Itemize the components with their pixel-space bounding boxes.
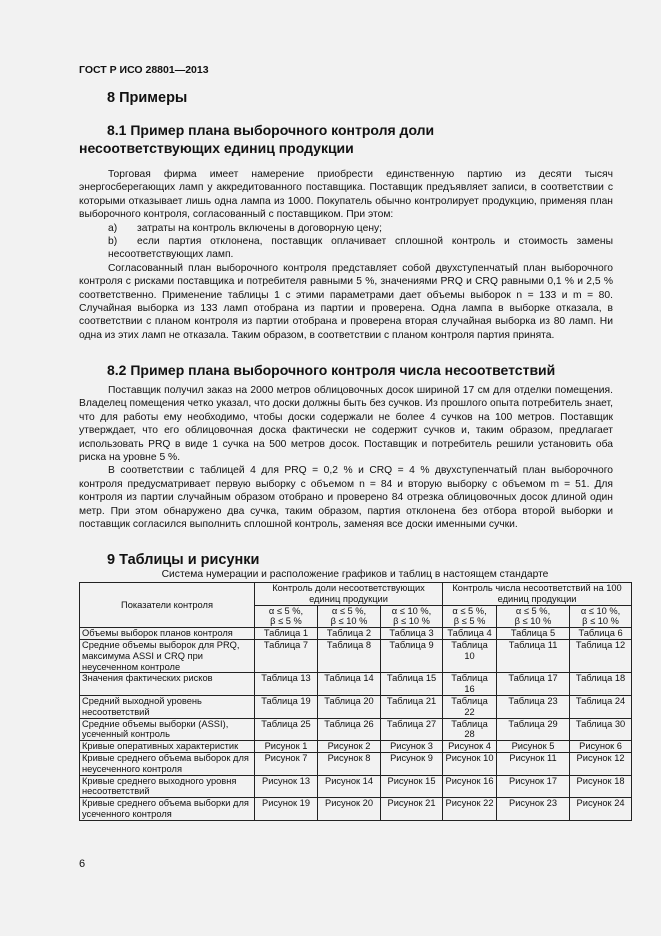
alpha-risk: α ≤ 5 %, xyxy=(515,605,551,616)
row-label: Средние объемы выборок для PRQ, максимума ASSI и CRQ при неусеченном контроле xyxy=(80,639,255,672)
table-cell: Рисунок 10 xyxy=(443,752,497,775)
beta-risk: β ≤ 10 % xyxy=(582,616,619,627)
table-cell: Рисунок 12 xyxy=(570,752,632,775)
section-8-title: 8 Примеры xyxy=(107,90,188,106)
running-header: ГОСТ Р ИСО 28801—2013 xyxy=(79,64,209,76)
risk-header-cell xyxy=(497,605,570,628)
table-cell: Таблица 27 xyxy=(381,718,443,741)
table-cell: Таблица 4 xyxy=(443,628,497,640)
table-cell: Таблица 13 xyxy=(255,673,318,696)
alpha-risk: α ≤ 5 %, xyxy=(331,605,367,616)
table-cell: Таблица 22 xyxy=(443,695,497,718)
list-item-a xyxy=(79,222,613,235)
table-cell: Таблица 6 xyxy=(570,628,632,640)
table-cell: Рисунок 21 xyxy=(381,798,443,821)
table-cell: Рисунок 9 xyxy=(381,752,443,775)
table-cell: Рисунок 3 xyxy=(381,741,443,753)
alpha-risk: α ≤ 5 %, xyxy=(452,605,487,616)
table-cell: Таблица 26 xyxy=(318,718,381,741)
paragraph: В соответствии с таблицей 4 для PRQ = 0,2 % и CRQ = 4 % двухступенчатый план выборочного контроля предусматривает первую выборку с объемом n = 84 и вторую выборку с объемом m = 51. Для контроля из партии случайным образом отобрано и проверено 84 отрезка облицовочных досок длиной один метр. При этом обнаружено два сучка, таким образом, партия отклонена без отбора второй выборки и поставщик согласился выполнить сплошной контроль, заменяя все доски именными сучки. xyxy=(79,465,613,531)
table-row xyxy=(80,798,632,821)
table-cell: Таблица 29 xyxy=(497,718,570,741)
table-cell: Рисунок 15 xyxy=(381,775,443,798)
page-number: 6 xyxy=(79,858,86,870)
table-row xyxy=(80,741,632,753)
list-text: если партия отклонена, поставщик оплачивает сплошной контроль и стоимость замены несоответствующих ламп. xyxy=(108,236,613,261)
table-cell: Таблица 7 xyxy=(255,639,318,672)
table-cell: Рисунок 11 xyxy=(497,752,570,775)
subsection-8-2-title xyxy=(79,361,619,379)
table-cell: Рисунок 23 xyxy=(497,798,570,821)
table-cell: Таблица 9 xyxy=(381,639,443,672)
table-cell: Рисунок 2 xyxy=(318,741,381,753)
list-marker: a) xyxy=(108,222,118,234)
table-row xyxy=(80,695,632,718)
beta-risk: β ≤ 10 % xyxy=(514,616,552,627)
risk-header-cell xyxy=(255,605,318,628)
table-caption: Система нумерации и расположение графиков и таблиц в настоящем стандарте xyxy=(161,569,549,580)
table-cell: Рисунок 16 xyxy=(443,775,497,798)
table-cell: Таблица 20 xyxy=(318,695,381,718)
table-cell: Таблица 30 xyxy=(570,718,632,741)
row-label: Кривые среднего объема выборки для усеченного контроля xyxy=(80,798,255,821)
table-cell: Рисунок 17 xyxy=(497,775,570,798)
row-label: Средний выходной уровень несоответствий xyxy=(80,695,255,718)
alpha-risk: α ≤ 10 %, xyxy=(580,605,621,616)
beta-risk: β ≤ 10 % xyxy=(330,616,368,627)
table-cell: Таблица 14 xyxy=(318,673,381,696)
table-cell: Таблица 19 xyxy=(255,695,318,718)
table-cell: Таблица 1 xyxy=(255,628,318,640)
table-cell: Рисунок 8 xyxy=(318,752,381,775)
list-item-b xyxy=(79,235,613,262)
table-cell: Рисунок 20 xyxy=(318,798,381,821)
table-cell: Рисунок 19 xyxy=(255,798,318,821)
table-cell: Таблица 16 xyxy=(443,673,497,696)
table-cell: Таблица 15 xyxy=(381,673,443,696)
subsection-8-1-title-line1: 8.1 Пример плана выборочного контроля доли xyxy=(107,122,435,138)
table-cell: Рисунок 6 xyxy=(570,741,632,753)
risk-header-cell xyxy=(443,605,497,628)
section-9-title: 9 Таблицы и рисунки xyxy=(107,552,260,568)
table-cell: Таблица 21 xyxy=(381,695,443,718)
risk-header-cell xyxy=(381,605,443,628)
alpha-risk: α ≤ 5 %, xyxy=(268,605,304,616)
table-cell: Таблица 17 xyxy=(497,673,570,696)
header-group-nonconforming-units: Контроль доли несоответствующих единиц продукции xyxy=(255,583,443,606)
table-cell: Рисунок 7 xyxy=(255,752,318,775)
paragraph: Согласованный план выборочного контроля представляет собой двухступенчатый план выборочного контроля с рисками поставщика и потребителя равными 5 %, значениями PRQ и CRQ равными 0,1 % и 2,5 % соответственно. Применение таблицы 1 с этими параметрами дает объемы выборок n = 133 и m = 80. Случайная выборка из 133 ламп отобрана из партии и проверена. Одна лампа в выборке отказала, в соответствии с планом контроля из партии отобрана и проверена вторая случайная выборка из 80 ламп. Ни одна из этих ламп не отказала. Таким образом, в соответствии с планом контроля партия принята. xyxy=(79,262,613,341)
table-row xyxy=(80,718,632,741)
header-indicators: Показатели контроля xyxy=(80,583,255,628)
beta-risk: β ≤ 5 % xyxy=(270,616,302,627)
alpha-risk: α ≤ 10 %, xyxy=(391,605,432,616)
table-cell: Рисунок 1 xyxy=(255,741,318,753)
header-group-nonconformities: Контроль числа несоответствий на 100 единиц продукции xyxy=(443,583,632,606)
table-row xyxy=(80,752,632,775)
table-cell: Таблица 5 xyxy=(497,628,570,640)
beta-risk: β ≤ 5 % xyxy=(453,616,486,627)
table-cell: Таблица 25 xyxy=(255,718,318,741)
table-row xyxy=(80,628,632,640)
table-cell: Таблица 3 xyxy=(381,628,443,640)
subsection-8-1-title xyxy=(79,121,619,157)
risk-header-cell xyxy=(318,605,381,628)
beta-risk: β ≤ 10 % xyxy=(393,616,430,627)
table-row xyxy=(80,673,632,696)
paragraph: Поставщик получил заказ на 2000 метров облицовочных досок шириной 17 см для отделки помещения. Владелец помещения четко указал, что доски должны быть без сучков. Из прошлого опыта потребитель знает, что для работы ему необходимо, чтобы доски содержали не более 4 сучков на 100 метров. Поставщик утверждает, что его облицовочная доска фактически не содержит сучков и, таким образом, предлагает использовать PRQ в виде 1 сучка на 500 метров досок. Поставщик и потребитель решили установить оба риска на уровне 5 %. xyxy=(79,385,613,464)
row-label: Кривые среднего объема выборок для неусеченного контроля xyxy=(80,752,255,775)
row-label: Объемы выборок планов контроля xyxy=(80,628,255,640)
risk-header-cell xyxy=(570,605,632,628)
list-text: затраты на контроль включены в договорную цену; xyxy=(137,222,383,234)
table-cell: Рисунок 14 xyxy=(318,775,381,798)
table-cell: Таблица 11 xyxy=(497,639,570,672)
numbering-table xyxy=(79,582,632,821)
table-cell: Рисунок 13 xyxy=(255,775,318,798)
row-label: Кривые оперативных характеристик xyxy=(80,741,255,753)
list-marker: b) xyxy=(108,236,118,248)
table-cell: Рисунок 24 xyxy=(570,798,632,821)
subsection-8-2-body xyxy=(79,384,613,531)
table-row xyxy=(80,639,632,672)
table-cell: Таблица 24 xyxy=(570,695,632,718)
table-cell: Рисунок 22 xyxy=(443,798,497,821)
subsection-8-1-title-line2: несоответствующих единиц продукции xyxy=(79,140,354,156)
table-cell: Рисунок 4 xyxy=(443,741,497,753)
subsection-8-2-title-text: 8.2 Пример плана выборочного контроля числа несоответствий xyxy=(107,362,556,378)
table-cell: Рисунок 18 xyxy=(570,775,632,798)
subsection-8-1-body xyxy=(79,168,613,342)
row-label: Значения фактических рисков xyxy=(80,673,255,696)
table-cell: Таблица 28 xyxy=(443,718,497,741)
table-cell: Таблица 23 xyxy=(497,695,570,718)
table-cell: Таблица 18 xyxy=(570,673,632,696)
table-cell: Таблица 2 xyxy=(318,628,381,640)
table-cell: Таблица 8 xyxy=(318,639,381,672)
table-body xyxy=(80,628,632,821)
table-cell: Таблица 12 xyxy=(570,639,632,672)
paragraph: Торговая фирма имеет намерение приобрести единственную партию из десяти тысяч энергосберегающих ламп у аккредитованного поставщика. Поставщик предъявляет записи, в соответствии с которыми отказывает лишь одна лампа из 1000. Покупатель обычно контролирует продукцию, применяя план выборочного контроля, согласованный с поставщиком. При этом: xyxy=(79,169,613,221)
table-cell: Таблица 10 xyxy=(443,639,497,672)
table-row xyxy=(80,775,632,798)
row-label: Средние объемы выборки (ASSI), усеченный контроль xyxy=(80,718,255,741)
row-label: Кривые среднего выходного уровня несоответствий xyxy=(80,775,255,798)
table-cell: Рисунок 5 xyxy=(497,741,570,753)
